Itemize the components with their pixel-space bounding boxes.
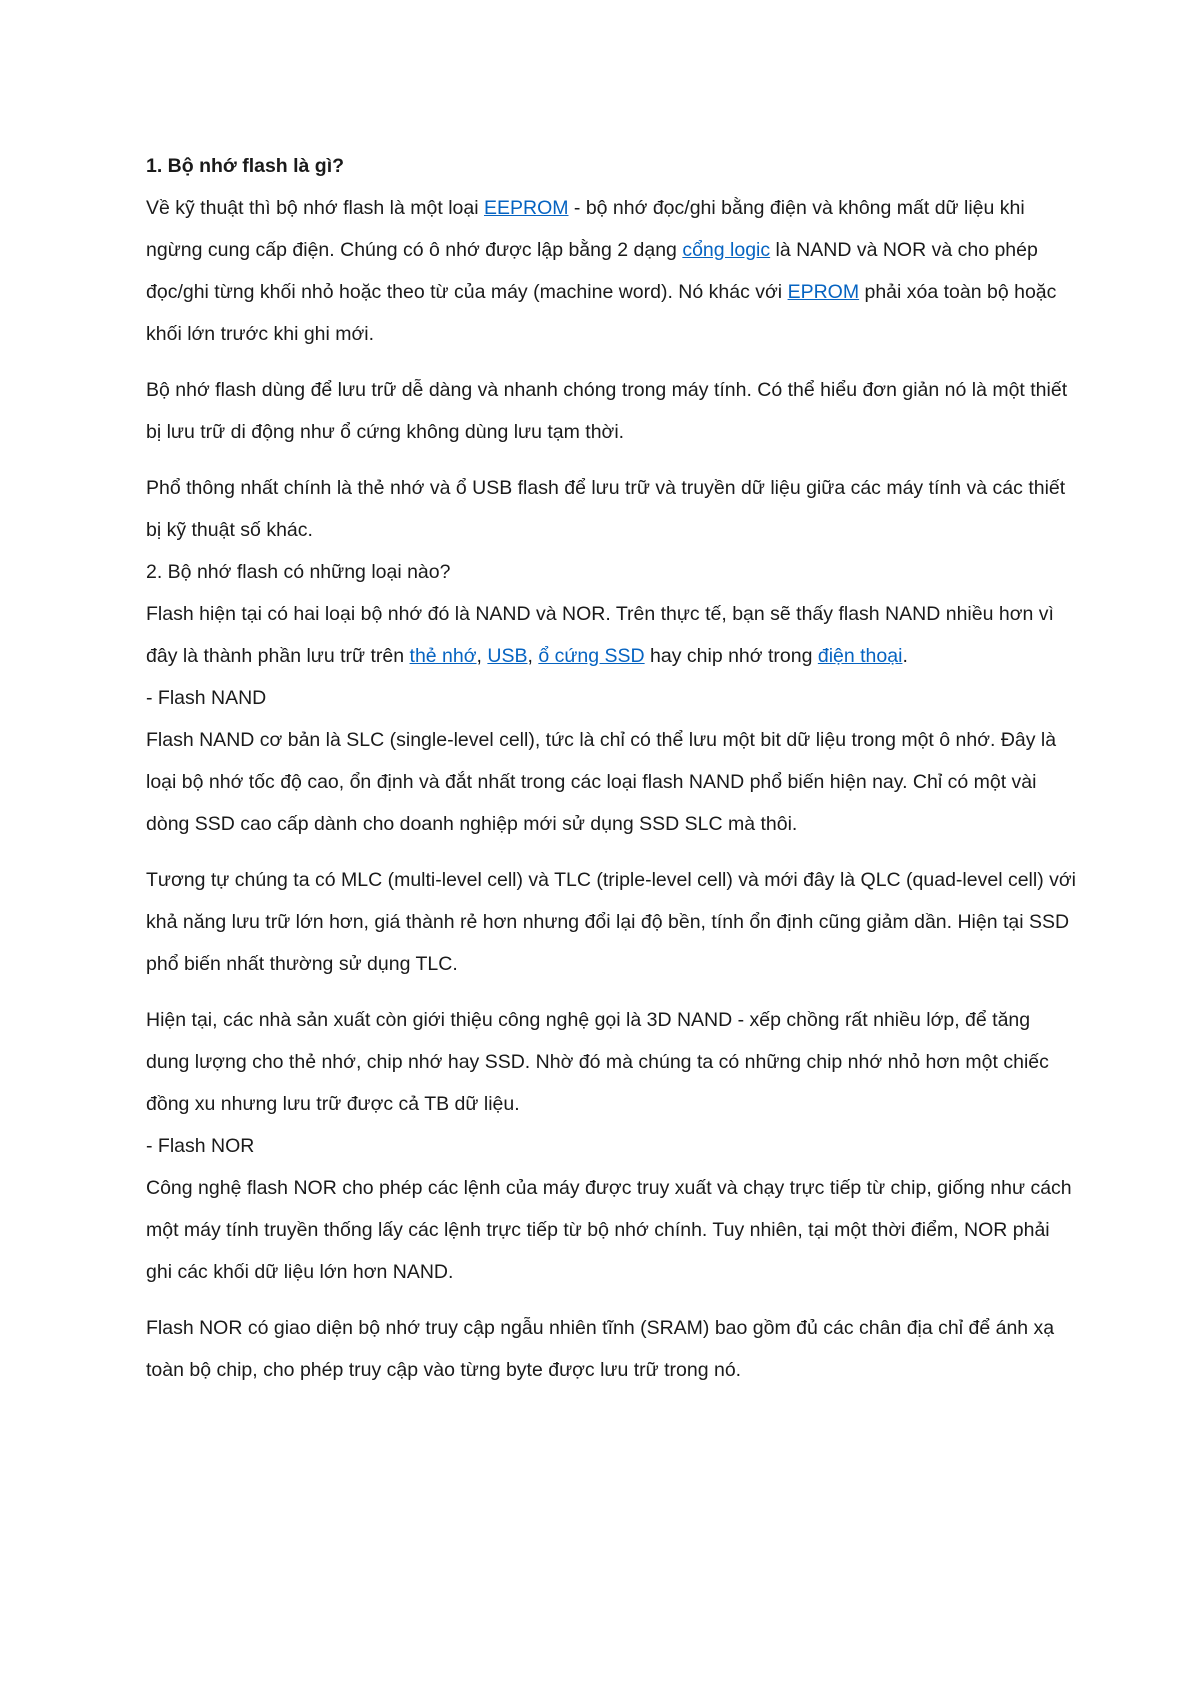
link-ssd[interactable]: ổ cứng SSD bbox=[538, 645, 645, 667]
paragraph-slc: Flash NAND cơ bản là SLC (single-level cell), tức là chỉ có thể lưu một bit dữ liệu trong một ô nhớ. Đây là loại bộ nhớ tốc độ cao, ổn định và đắt nhất trong các loại flash NAND phổ biến hiện nay. Chỉ có một vài dòng SSD cao cấp dành cho doanh nghiệp mới sử dụng SSD SLC mà thôi. bbox=[146, 729, 1057, 835]
heading-flash-types: 2. Bộ nhớ flash có những loại nào? bbox=[146, 561, 451, 583]
text: , bbox=[476, 645, 488, 667]
link-phone[interactable]: điện thoại bbox=[817, 645, 903, 667]
heading-flash-nand: - Flash NAND bbox=[146, 687, 267, 709]
text: phải xóa toàn bộ hoặc khối lớn trước khi ghi mới. bbox=[146, 281, 1057, 345]
paragraph-mlc-tlc: Tương tự chúng ta có MLC (multi-level cell) và TLC (triple-level cell) và mới đây là QLC (quad-level cell) với khả năng lưu trữ lớn hơn, giá thành rẻ hơn nhưng đổi lại độ bền, tính ổn định cũng giảm dần. Hiện tại SSD phổ biến nhất thường sử dụng TLC. bbox=[146, 869, 1076, 975]
text: , bbox=[527, 645, 539, 667]
text: - bộ nhớ đọc/ghi bằng điện và không mất dữ liệu khi ngừng cung cấp điện. Chúng có ô nhớ được lập bằng 2 dạng bbox=[146, 197, 1025, 261]
link-logic-gate[interactable]: cổng logic bbox=[682, 239, 771, 261]
link-eprom[interactable]: EPROM bbox=[787, 281, 860, 303]
paragraph-usage: Bộ nhớ flash dùng để lưu trữ dễ dàng và nhanh chóng trong máy tính. Có thể hiểu đơn giản nó là một thiết bị lưu trữ di động như ổ cứng không dùng lưu tạm thời. bbox=[146, 379, 1068, 443]
paragraph-definition bbox=[146, 187, 1076, 355]
paragraph-common-types: Phổ thông nhất chính là thẻ nhớ và ổ USB flash để lưu trữ và truyền dữ liệu giữa các máy tính và các thiết bị kỹ thuật số khác. bbox=[146, 477, 1066, 541]
heading-what-is-flash: 1. Bộ nhớ flash là gì? bbox=[146, 155, 345, 177]
link-eeprom[interactable]: EEPROM bbox=[483, 197, 569, 219]
text: . bbox=[902, 645, 908, 667]
text: là NAND và NOR và cho phép đọc/ghi từng khối nhỏ hoặc theo từ của máy (machine word). Nó khác với bbox=[146, 239, 1038, 303]
paragraph-3d-nand: Hiện tại, các nhà sản xuất còn giới thiệu công nghệ gọi là 3D NAND - xếp chồng rất nhiều lớp, để tăng dung lượng cho thẻ nhớ, chip nhớ hay SSD. Nhờ đó mà chúng ta có những chip nhớ nhỏ hơn một chiếc đồng xu nhưng lưu trữ được cả TB dữ liệu. bbox=[146, 1009, 1049, 1115]
document-page bbox=[146, 145, 1076, 1391]
paragraph-nor-tech: Công nghệ flash NOR cho phép các lệnh của máy được truy xuất và chạy trực tiếp từ chip, giống như cách một máy tính truyền thống lấy các lệnh trực tiếp từ bộ nhớ chính. Tuy nhiên, tại một thời điểm, NOR phải ghi các khối dữ liệu lớn hơn NAND. bbox=[146, 1177, 1072, 1283]
link-usb[interactable]: USB bbox=[487, 645, 528, 667]
heading-flash-nor: - Flash NOR bbox=[146, 1135, 255, 1157]
text: Về kỹ thuật thì bộ nhớ flash là một loại bbox=[146, 197, 484, 219]
text: Flash hiện tại có hai loại bộ nhớ đó là NAND và NOR. Trên thực tế, bạn sẽ thấy flash NAND nhiều hơn vì đây là thành phần lưu trữ trên bbox=[146, 603, 1054, 667]
text: hay chip nhớ trong bbox=[644, 645, 818, 667]
link-memory-card[interactable]: thẻ nhớ bbox=[409, 645, 477, 667]
paragraph-nor-sram: Flash NOR có giao diện bộ nhớ truy cập ngẫu nhiên tĩnh (SRAM) bao gồm đủ các chân địa chỉ để ánh xạ toàn bộ chip, cho phép truy cập vào từng byte được lưu trữ trong nó. bbox=[146, 1317, 1055, 1381]
paragraph-nand-nor bbox=[146, 593, 1076, 677]
